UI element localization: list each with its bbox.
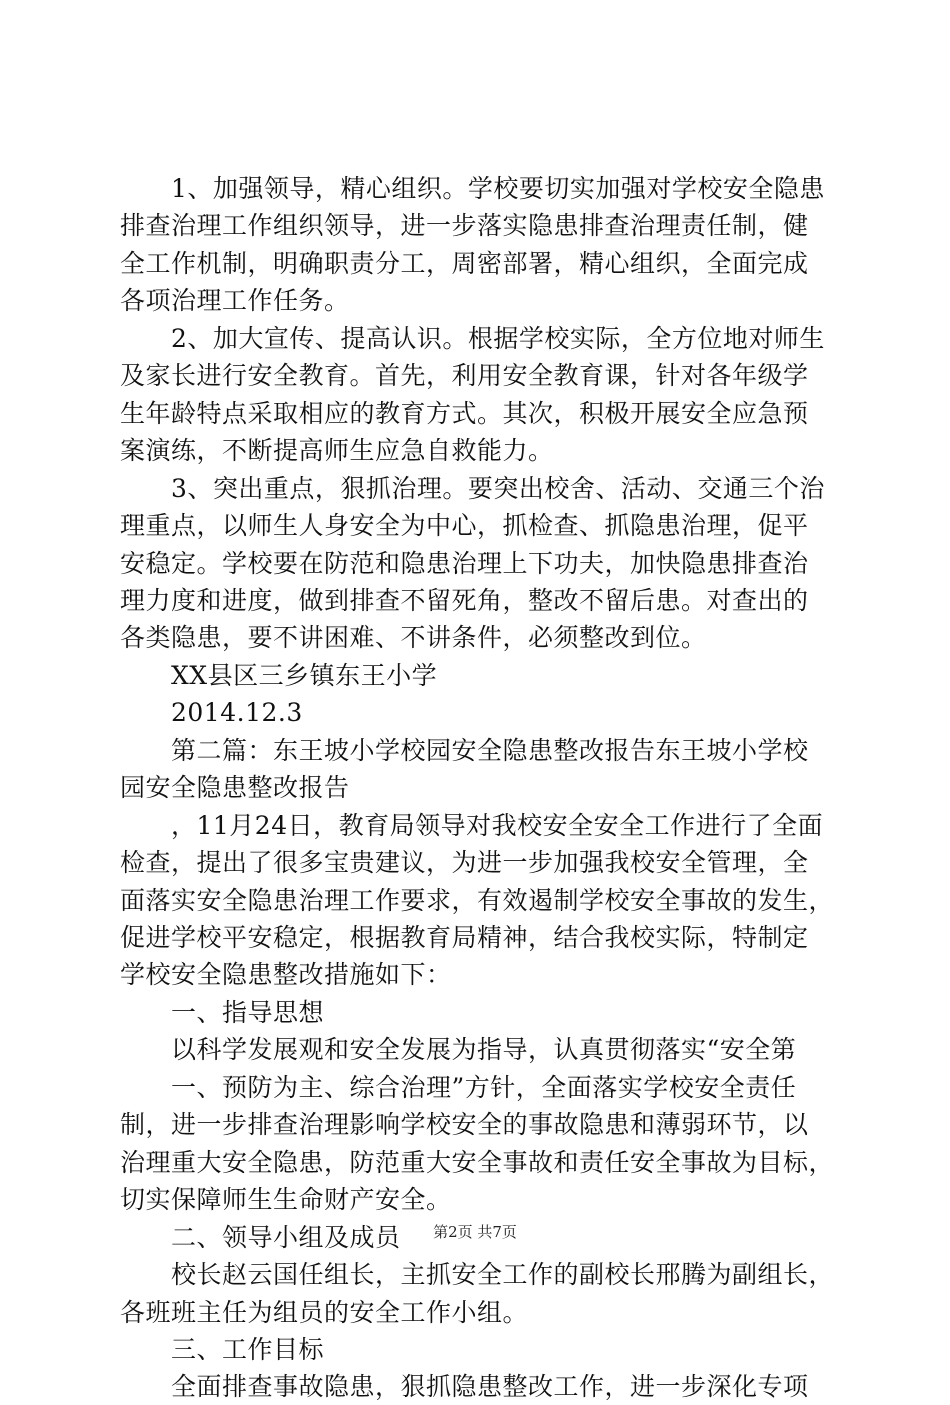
text-line: 全工作机制，明确职责分工，周密部署，精心组织，全面完成 bbox=[120, 248, 809, 278]
text-line: 生年龄特点采取相应的教育方式。其次，积极开展安全应急预 bbox=[120, 398, 809, 428]
text-line: ，11月24日，教育局领导对我校安全安全工作进行了全面 bbox=[120, 810, 824, 840]
text-line: 切实保障师生生命财产安全。 bbox=[120, 1185, 452, 1215]
text-line: 面落实安全隐患治理工作要求，有效遏制学校安全事故的发生， bbox=[120, 885, 835, 915]
text-line: 二、领导小组及成员 bbox=[120, 1222, 401, 1252]
text-line: 案演练，不断提高师生应急自救能力。 bbox=[120, 436, 554, 466]
text-line: 一、预防为主、综合治理”方针，全面落实学校安全责任 bbox=[120, 1072, 797, 1102]
text-line: 理力度和进度，做到排查不留死角，整改不留后患。对查出的 bbox=[120, 585, 809, 615]
text-line: 2、加大宣传、提高认识。根据学校实际，全方位地对师生 bbox=[120, 323, 825, 353]
text-line: 2014.12.3 bbox=[120, 698, 303, 728]
text-line: 及家长进行安全教育。首先，利用安全教育课，针对各年级学 bbox=[120, 361, 809, 391]
text-line: 1、加强领导，精心组织。学校要切实加强对学校安全隐患 bbox=[120, 174, 825, 203]
page-number-footer: 第2页 共7页 bbox=[433, 1223, 517, 1241]
text-line: XX县区三乡镇东王小学 bbox=[120, 660, 438, 690]
text-line: 安稳定。学校要在防范和隐患治理上下功夫，加快隐患排查治 bbox=[120, 548, 809, 578]
text-line: 各项治理工作任务。 bbox=[120, 286, 350, 316]
text-line: 校长赵云国任组长，主抓安全工作的副校长邢腾为副组长， bbox=[120, 1260, 835, 1290]
text-line: 治理重大安全隐患，防范重大安全事故和责任安全事故为目标， bbox=[120, 1147, 835, 1177]
text-line: 全面排查事故隐患，狠抓隐患整改工作，进一步深化专项 bbox=[120, 1372, 809, 1402]
text-line: 制，进一步排查治理影响学校安全的事故隐患和薄弱环节，以 bbox=[120, 1110, 809, 1140]
text-line: 一、指导思想 bbox=[120, 997, 325, 1027]
text-line: 各班班主任为组员的安全工作小组。 bbox=[120, 1297, 529, 1327]
text-line: 园安全隐患整改报告 bbox=[120, 773, 350, 803]
text-line: 3、突出重点，狠抓治理。要突出校舍、活动、交通三个治 bbox=[120, 473, 825, 503]
text-line: 以科学发展观和安全发展为指导，认真贯彻落实“安全第 bbox=[120, 1035, 797, 1065]
text-line: 检查，提出了很多宝贵建议，为进一步加强我校安全管理，全 bbox=[120, 848, 809, 878]
text-line: 学校安全隐患整改措施如下： bbox=[120, 960, 452, 990]
text-line: 理重点，以师生人身安全为中心，抓检查、抓隐患治理，促平 bbox=[120, 511, 809, 541]
text-line: 促进学校平安稳定，根据教育局精神，结合我校实际，特制定 bbox=[120, 923, 809, 952]
text-line: 第二篇：东王坡小学校园安全隐患整改报告东王坡小学校 bbox=[120, 735, 809, 765]
text-line: 各类隐患，要不讲困难、不讲条件，必须整改到位。 bbox=[120, 623, 707, 653]
text-line: 排查治理工作组织领导，进一步落实隐患排查治理责任制，健 bbox=[120, 211, 809, 241]
text-line: 三、工作目标 bbox=[120, 1334, 325, 1364]
